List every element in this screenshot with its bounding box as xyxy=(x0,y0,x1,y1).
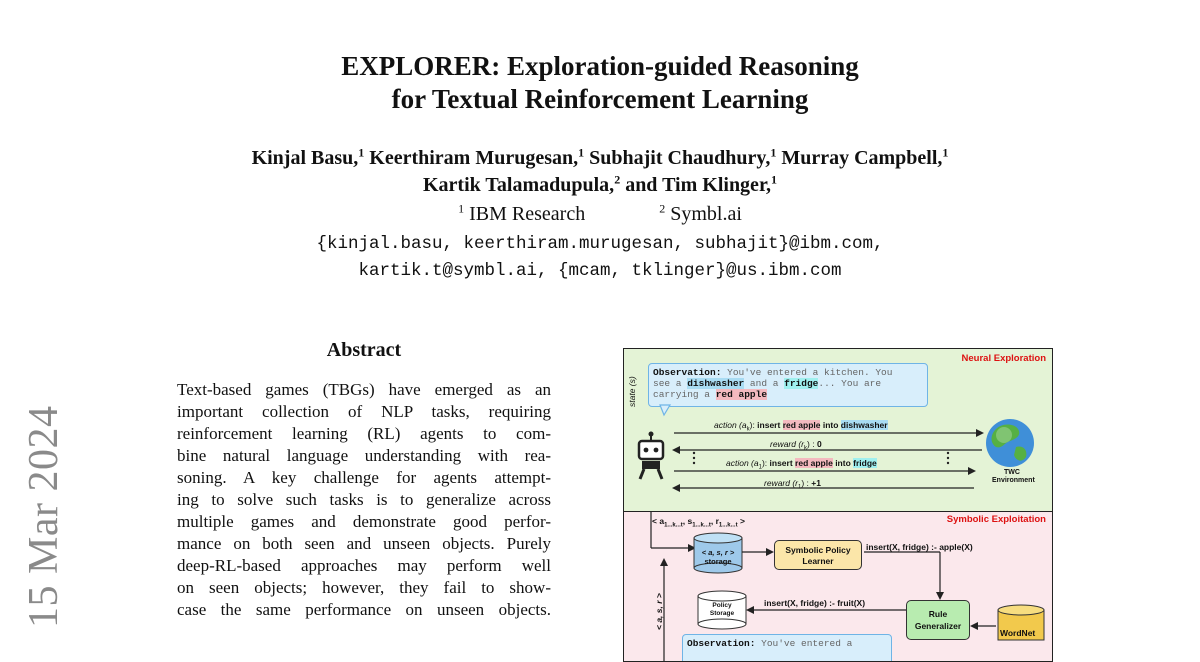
abstract-line: mance on both seen and unseen objects. Purely xyxy=(177,534,551,553)
reward-k-label xyxy=(770,439,822,452)
wordnet-label: WordNet xyxy=(1000,628,1036,638)
abstract-line: Text-based games (TBGs) have emerged as an xyxy=(177,380,551,399)
policy-line: Policy xyxy=(712,602,732,609)
paper-title-line1: EXPLORER: Exploration-guided Reasoning xyxy=(341,51,859,81)
label-part: action (a xyxy=(726,458,759,468)
author-name: Keerthiram Murugesan, xyxy=(369,147,579,169)
state-label: state (s) xyxy=(627,376,637,407)
author-sup: 2 xyxy=(614,172,621,187)
author-name: Kartik Talamadupula, xyxy=(423,174,615,196)
rg-line: Generalizer xyxy=(914,621,962,631)
author-sup: 1 xyxy=(578,145,585,160)
paper-title-line2: for Textual Reinforcement Learning xyxy=(391,84,809,114)
abstract-line: multiple games and demonstrate good perfor- xyxy=(177,512,551,531)
author-name: and Tim Klinger, xyxy=(625,174,771,196)
storage-top: < a, s, r > xyxy=(701,548,735,557)
robot-agent-icon xyxy=(639,432,663,480)
label-sub: k xyxy=(804,445,808,452)
action-k-label xyxy=(714,420,888,433)
label-part: insert xyxy=(757,420,783,430)
rule-insert-fruit: insert(X, fridge) :- fruit(X) xyxy=(764,598,866,608)
neural-exploration-panel xyxy=(624,349,1052,512)
obs2-text: You've entered a xyxy=(755,638,853,649)
label-part: ) : xyxy=(807,439,817,449)
abstract-line: bine natural language understanding with rea- xyxy=(177,446,551,465)
author-sup: 1 xyxy=(942,145,949,160)
label-sub: 1 xyxy=(758,464,762,471)
side-tuple-label: < a, s, r > xyxy=(654,593,664,630)
authors-line2 xyxy=(0,173,1200,198)
author-sup: 1 xyxy=(770,172,777,187)
action-1-label xyxy=(726,458,877,471)
symbolic-exploitation-title: Symbolic Exploitation xyxy=(946,514,1046,525)
label-part: insert xyxy=(769,458,796,468)
label-sub: 1 xyxy=(798,484,802,491)
label-obj: red apple xyxy=(795,458,833,468)
rule-insert-apple: insert(X, fridge) :- apple(X) xyxy=(866,542,973,552)
aff-symbl: Symbl.ai xyxy=(670,203,742,225)
label-part: reward (r xyxy=(770,439,805,449)
author-name: Subhajit Chaudhury, xyxy=(589,147,771,169)
obs-text: You've entered a kitchen. You xyxy=(721,367,893,378)
author-sup: 1 xyxy=(770,145,777,160)
authors-line1 xyxy=(0,146,1200,171)
abstract-line: case the same performance on unseen objects. xyxy=(177,600,551,619)
obs-fridge: fridge xyxy=(784,378,819,389)
label-part: action (a xyxy=(714,420,747,430)
arxiv-date-stamp: 15 Mar 2024 xyxy=(21,405,67,628)
email-line2: kartik.t@symbl.ai, {mcam, tklinger}@us.ibm.com xyxy=(358,261,842,281)
obs-label: Observation: xyxy=(653,367,722,378)
label-target: dishwasher xyxy=(840,420,888,430)
aff-ibm: IBM Research xyxy=(469,203,586,225)
author-name: Kinjal Basu, xyxy=(251,147,359,169)
neural-exploration-title: Neural Exploration xyxy=(961,353,1046,364)
symbolic-exploitation-panel xyxy=(624,512,1052,662)
affiliations xyxy=(0,202,1200,226)
env-label: TWC xyxy=(1004,469,1020,476)
label-target: fridge xyxy=(853,458,877,468)
abstract-line: on seen objects; however, they fail to show- xyxy=(177,578,551,597)
label-part: into xyxy=(832,458,854,468)
label-part: ): xyxy=(749,420,758,430)
rg-line: Rule xyxy=(928,609,948,619)
tuple-part: > xyxy=(737,516,745,526)
explorer-figure xyxy=(623,348,1053,662)
tuple-sub: 1...k...t xyxy=(692,522,711,529)
twc-environment-label xyxy=(992,469,1035,485)
tuple-part: , r xyxy=(710,516,719,526)
tuple-sub: 1...k...t xyxy=(718,522,738,529)
storage-label-block xyxy=(694,548,742,566)
label-obj: red apple xyxy=(782,420,821,430)
reward-1-label xyxy=(764,478,821,491)
obs-text: ... You are xyxy=(818,378,882,389)
aff-sup: 1 xyxy=(458,201,465,216)
policy-line: Storage xyxy=(709,610,735,617)
tuple-part: , s xyxy=(682,516,693,526)
abstract-heading: Abstract xyxy=(326,339,402,361)
obs-text: and a xyxy=(744,378,785,389)
env-label: Environment xyxy=(992,477,1035,484)
abstract-line: important collection of NLP tasks, requiring xyxy=(177,402,551,421)
tuple-sub: 1...k...t xyxy=(664,522,683,529)
label-part: into xyxy=(820,420,841,430)
aff-sup: 2 xyxy=(659,201,666,216)
symbolic-policy-learner-box xyxy=(774,540,862,570)
bubble-tail xyxy=(660,405,670,415)
obs2-label: Observation: xyxy=(687,638,756,649)
globe-environment-icon xyxy=(986,419,1034,467)
label-part: reward (r xyxy=(764,478,799,488)
author-name: Murray Campbell, xyxy=(781,147,943,169)
obs-apple: red apple xyxy=(715,389,768,400)
abstract-line: ing to solve such tasks is to generalize across xyxy=(177,490,551,509)
abstract-body xyxy=(177,379,551,621)
abstract-line: deep-RL-based approaches may perform well xyxy=(177,556,551,575)
label-part: ): xyxy=(761,458,770,468)
email-line1: {kinjal.basu, keerthiram.murugesan, subhajit}@ibm.com, xyxy=(316,234,884,254)
storage-label: storage xyxy=(704,557,732,566)
obs-text: see a xyxy=(653,378,688,389)
abstract-line: reinforcement learning (RL) agents to com- xyxy=(177,424,551,443)
obs-text: carrying a xyxy=(653,389,716,400)
label-sub: k xyxy=(746,426,750,433)
tuple-part: < a xyxy=(652,516,665,526)
observation-bubble-2 xyxy=(682,634,892,662)
obs-dishwasher: dishwasher xyxy=(687,378,745,389)
label-value: 0 xyxy=(816,439,822,449)
label-value: +1 xyxy=(811,478,821,488)
policy-storage-label xyxy=(698,602,746,618)
spl-line: Learner xyxy=(802,556,834,566)
abstract-line: soning. A key challenge for agents attempt- xyxy=(177,468,551,487)
spl-line: Symbolic Policy xyxy=(785,545,851,555)
label-part: ) : xyxy=(801,478,812,488)
author-sup: 1 xyxy=(358,145,365,160)
rule-generalizer-box xyxy=(906,600,970,640)
